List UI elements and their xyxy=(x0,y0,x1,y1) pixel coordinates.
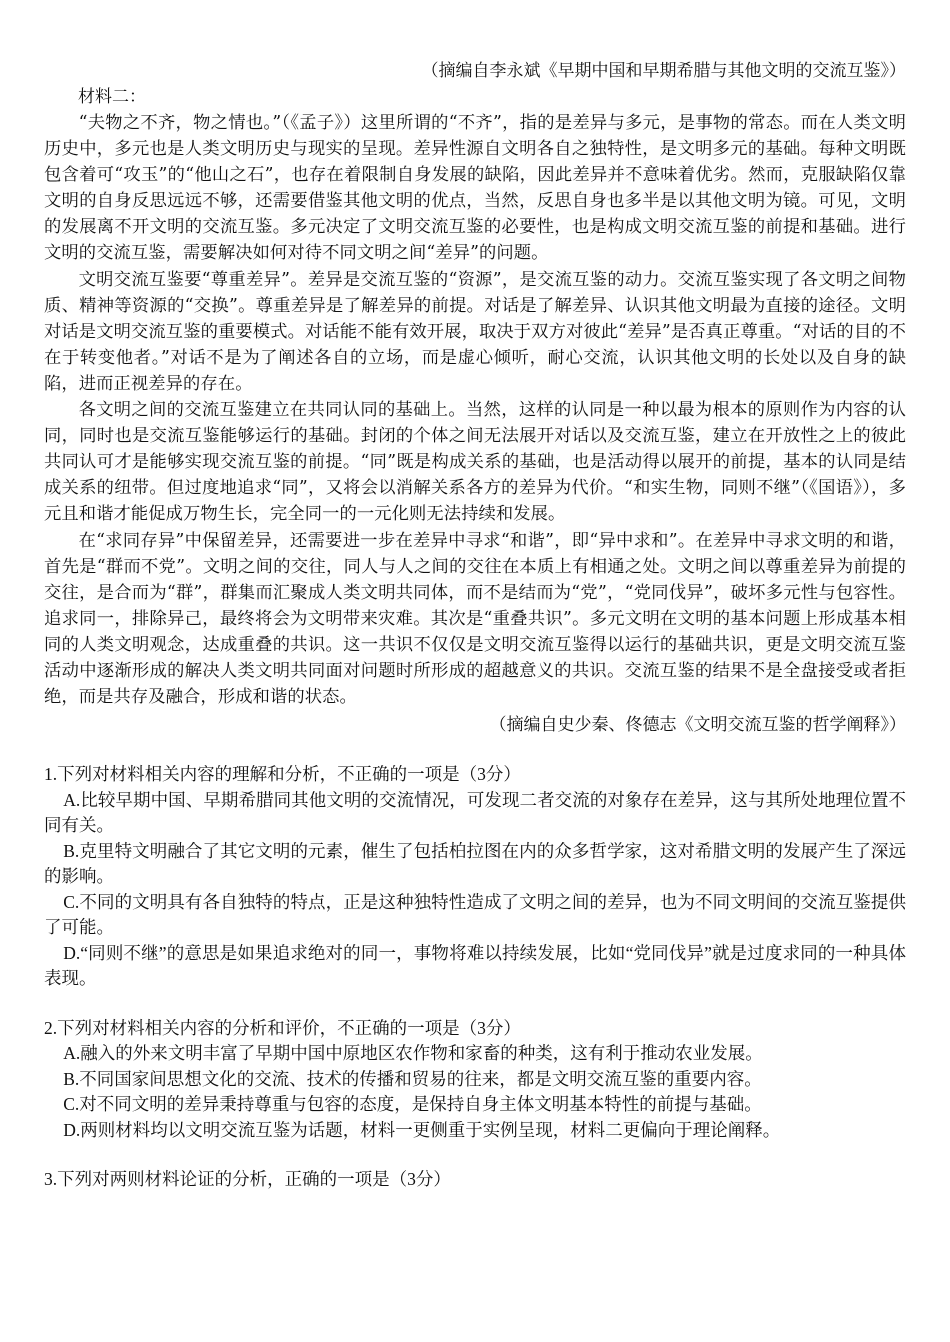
option-d: D.两则材料均以文明交流互鉴为话题，材料一更侧重于实例呈现，材料二更偏向于理论阐释。 xyxy=(63,1119,781,1140)
question-1 xyxy=(44,762,906,992)
question-list xyxy=(44,762,906,1193)
option-a: A.比较早期中国、早期希腊同其他文明的交流情况，可发现二者交流的对象存在差异，这与其所处地理位置不同有关。 xyxy=(44,789,906,836)
option-c: C.不同的文明具有各自独特的特点，正是这种独特性造成了文明之间的差异，也为不同文明间的交流互鉴提供了可能。 xyxy=(44,891,906,938)
question-stem: 2.下列对材料相关内容的分析和评价，不正确的一项是（3分） xyxy=(44,1017,521,1038)
question-3 xyxy=(44,1167,906,1193)
source-citation-1: （摘编自李永斌《早期中国和早期希腊与其他文明的交流互鉴》） xyxy=(421,61,906,81)
option-b: B.克里特文明融合了其它文明的元素，催生了包括柏拉图在内的众多哲学家，这对希腊文明的发展产生了深远的影响。 xyxy=(44,840,906,887)
option-b: B.不同国家间思想文化的交流、技术的传播和贸易的往来，都是文明交流互鉴的重要内容。 xyxy=(63,1068,762,1089)
question-2 xyxy=(44,1016,906,1144)
option-a: A.融入的外来文明丰富了早期中国中原地区农作物和家畜的种类，这有利于推动农业发展。 xyxy=(63,1043,763,1064)
paragraph-2: 文明交流互鉴要“尊重差异”。差异是交流互鉴的“资源”，是交流互鉴的动力。交流互鉴实现了各文明之间物质、精神等资源的“交换”。尊重差异是了解差异的前提。对话是了解差异、认识其他文明最为直接的途径。文明对话是文明交流互鉴的重要模式。对话能不能有效开展，取决于双方对彼此“差异”是否真正尊重。“对话的目的不在于转变他者。”对话不是为了阐述各自的立场，而是虚心倾听，耐心交流，认识其他文明的长处以及自身的缺陷，进而正视差异的存在。 xyxy=(44,269,906,394)
source-citation-2: （摘编自史少秦、佟德志《文明交流互鉴的哲学阐释》） xyxy=(489,715,906,736)
exam-page xyxy=(44,58,906,1217)
question-stem: 1.下列对材料相关内容的理解和分析，不正确的一项是（3分） xyxy=(44,764,521,785)
option-d: D.“同则不继”的意思是如果追求绝对的同一，事物将难以持续发展，比如“党同伐异”就是过度求同的一种具体表现。 xyxy=(44,942,906,989)
question-stem: 3.下列对两则材料论证的分析，正确的一项是（3分） xyxy=(44,1169,451,1190)
paragraph-3: 各文明之间的交流互鉴建立在共同认同的基础上。当然，这样的认同是一种以最为根本的原则作为内容的认同，同时也是交流互鉴能够运行的基础。封闭的个体之间无法展开对话以及交流互鉴，建立在开放性之上的彼此共同认可才是能够实现交流互鉴的前提。“同”既是构成关系的基础，也是活动得以展开的前提，基本的认同是结成关系的纽带。但过度地追求“同”，又将会以消解关系各方的差异为代价。“和实生物，同则不继”（《国语》），多元且和谐才能促成万物生长，完全同一的一元化则无法持续和发展。 xyxy=(44,400,906,525)
paragraph-4: 在“求同存异”中保留差异，还需要进一步在差异中寻求“和谐”，即“异中求和”。在差异中寻求文明的和谐，首先是“群而不党”。文明之间的交往，同人与人之间的交往在本质上有相通之处。文明之间以尊重差异为前提的交往，是合而为“群”，群集而汇聚成人类文明共同体，而不是结而为“党”，“党同伐异”，破坏多元性与包容性。追求同一，排除异己，最终将会为文明带来灾难。其次是“重叠共识”。多元文明在文明的基本问题上形成基本相同的人类文明观念，达成重叠的共识。这一共识不仅仅是文明交流互鉴得以运行的基础共识，更是文明交流互鉴活动中逐渐形成的解决人类文明共同面对问题时所形成的超越意义的共识。交流互鉴的结果不是全盘接受或者拒绝，而是共存及融合，形成和谐的状态。 xyxy=(44,530,906,708)
option-c: C.对不同文明的差异秉持尊重与包容的态度，是保持自身主体文明基本特性的前提与基础。 xyxy=(63,1094,762,1115)
material-heading: 材料二： xyxy=(78,87,146,107)
paragraph-1: “夫物之不齐，物之情也。”（《孟子》）这里所谓的“不齐”，指的是差异与多元，是事物的常态。而在人类文明历史中，多元也是人类文明历史与现实的呈现。差异性源自文明各自之独特性，是文明多元的基础。每种文明既包含着可“攻玉”的“他山之石”，也存在着限制自身发展的缺陷，因此差异并不意味着优劣。然而，克服缺陷仅靠文明的自身反思远远不够，还需要借鉴其他文明的优点，当然，反思自身也多半是以其他文明为镜。可见，文明的发展离不开文明的交流互鉴。多元决定了文明交流互鉴的必要性，也是构成文明交流互鉴的前提和基础。进行文明的交流互鉴，需要解决如何对待不同文明之间“差异”的问题。 xyxy=(44,113,906,264)
